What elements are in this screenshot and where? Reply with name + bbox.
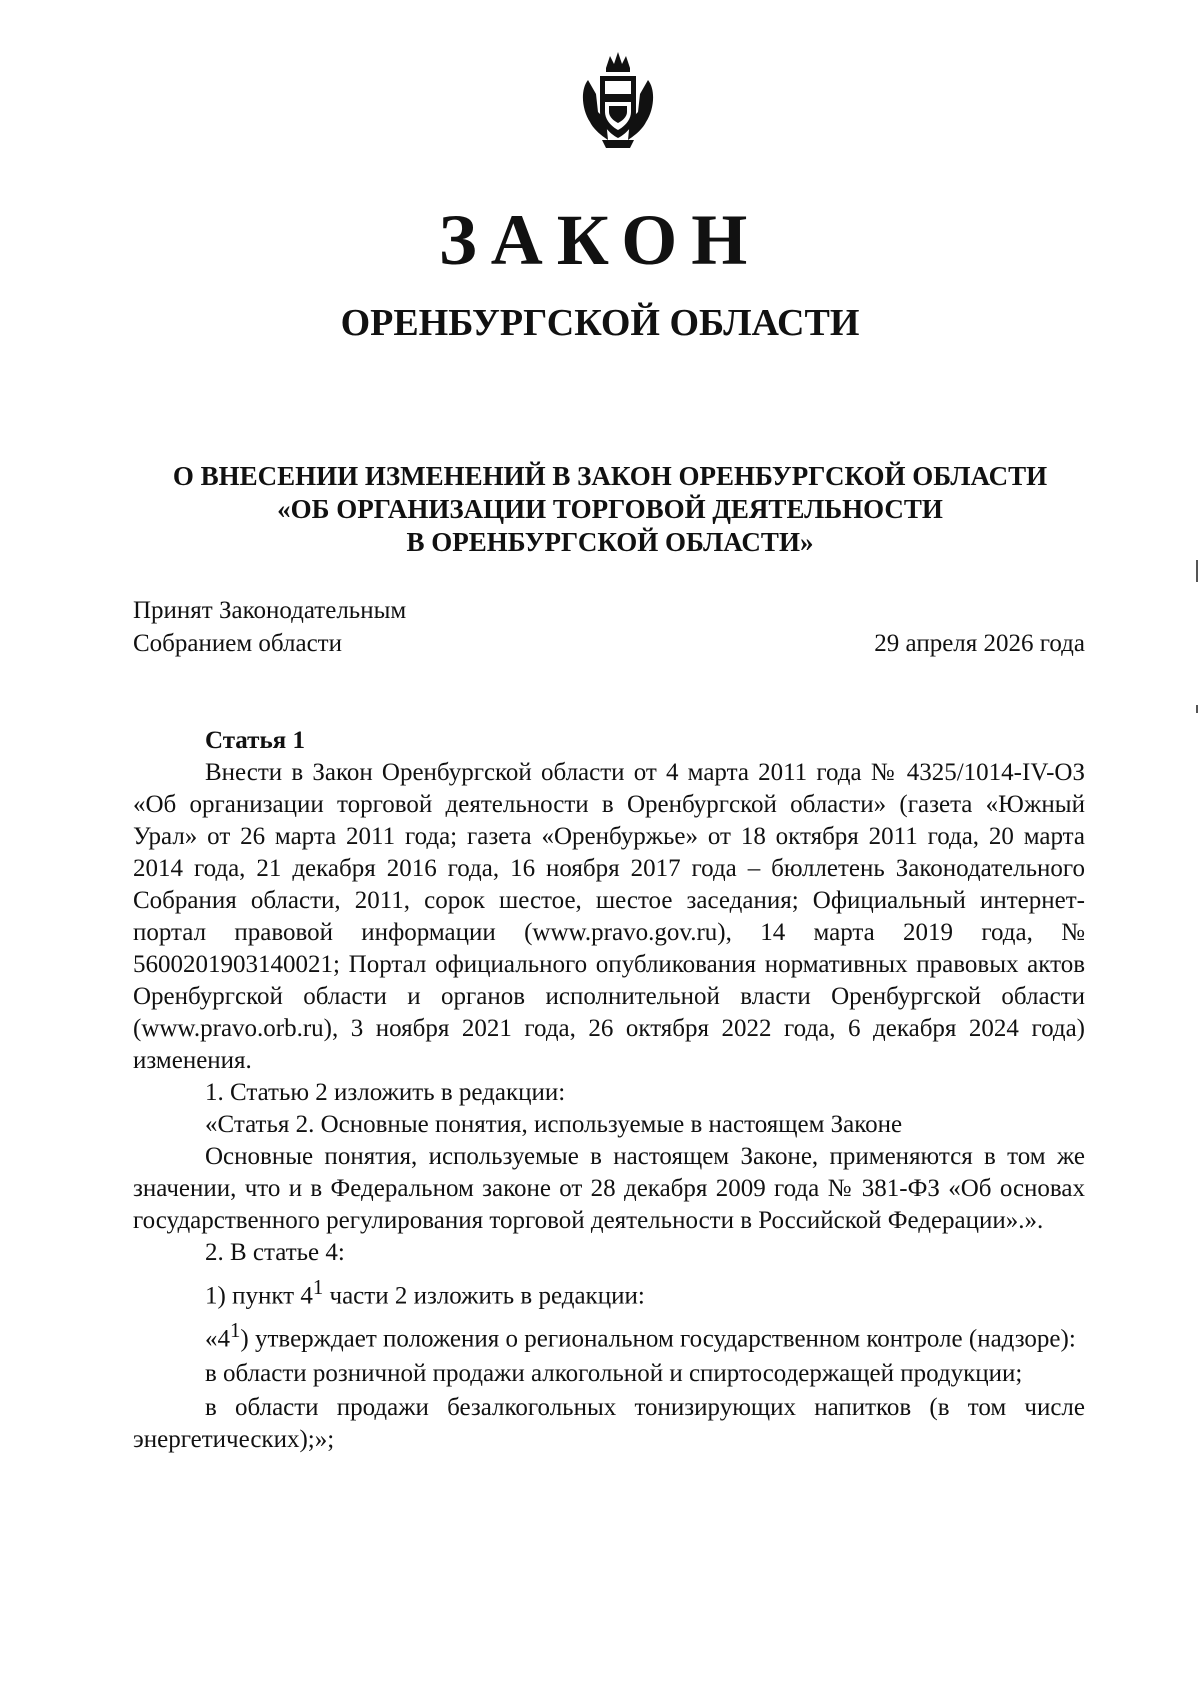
adoption-date: 29 апреля 2026 года (874, 630, 1085, 657)
item-text: 1) пункт 4 (205, 1282, 313, 1310)
paragraph: 2. В статье 4: (205, 1239, 345, 1266)
scan-edge-mark (1196, 560, 1198, 582)
heading-line-2: «ОБ ОРГАНИЗАЦИИ ТОРГОВОЙ ДЕЯТЕЛЬНОСТИ (277, 494, 943, 524)
paragraph: 1. Статью 2 изложить в редакции: (205, 1079, 566, 1106)
paragraph: Внести в Закон Оренбургской области от 4 марта 2011 года № 4325/1014-IV-ОЗ «Об организации торговой деятельности в Оренбургской области» (газета «Южный Урал» от 26 марта 2011 года; газета «Оренбуржье» от 18 октября 2011 года, 20 марта 2014 года, 21 декабря 2016 года, 16 ноября 2017 года – бюллетень Законодательного Собрания области, 2011, сорок шестое, шестое заседания; Официальный интернет-портал правовой информации (www.pravo.gov.ru), 14 марта 2019 года, № 5600201903140021; Портал официального опубликования нормативных правовых актов Оренбургской области и органов исполнительной власти Оренбургской области (www.pravo.orb.ru), 3 ноября 2021 года, 26 октября 2022 года, 6 декабря 2024 года) изменения. (133, 759, 1085, 1074)
paragraph: в области продажи безалкогольных тонизирующих напитков (в том числе энергетических);»; (133, 1393, 1085, 1453)
scan-edge-mark (1196, 705, 1198, 713)
document-subtitle: ОРЕНБУРГСКОЙ ОБЛАСТИ (340, 302, 860, 344)
superscript: 1 (230, 1318, 241, 1343)
coat-of-arms-icon (576, 50, 660, 150)
item-text: части 2 изложить в редакции: (323, 1282, 645, 1310)
law-heading (130, 460, 1090, 559)
adoption-line-1: Принят Законодательным (133, 597, 407, 624)
quote-text: ) утверждает положения о региональном государственном контроле (надзоре): (240, 1325, 1076, 1353)
heading-line-1: О ВНЕСЕНИИ ИЗМЕНЕНИЙ В ЗАКОН ОРЕНБУРГСКОЙ ОБЛАСТИ (172, 461, 1048, 491)
superscript: 1 (312, 1275, 324, 1299)
document-title: ЗАКОН (438, 200, 762, 280)
paragraph: Основные понятия, используемые в настоящем Законе, применяются в том же значении, что и в Федеральном законе от 28 декабря 2009 года № 381-ФЗ «Об основах государственного регулирования торговой деятельности в Российской Федерации».». (133, 1143, 1085, 1234)
paragraph: в области розничной продажи алкогольной и спиртосодержащей продукции; (205, 1359, 1023, 1387)
adoption-line-2: Собранием области (133, 630, 342, 657)
quote-text: «4 (205, 1325, 230, 1353)
heading-line-3: В ОРЕНБУРГСКОЙ ОБЛАСТИ» (406, 527, 814, 557)
article-title: Статья 1 (205, 727, 305, 754)
article-body (133, 757, 1085, 1456)
paragraph-item-1 (133, 1271, 1085, 1312)
paragraph-quote (133, 1314, 1085, 1355)
adoption-block (133, 594, 406, 660)
paragraph: «Статья 2. Основные понятия, используемые в настоящем Законе (205, 1111, 903, 1138)
